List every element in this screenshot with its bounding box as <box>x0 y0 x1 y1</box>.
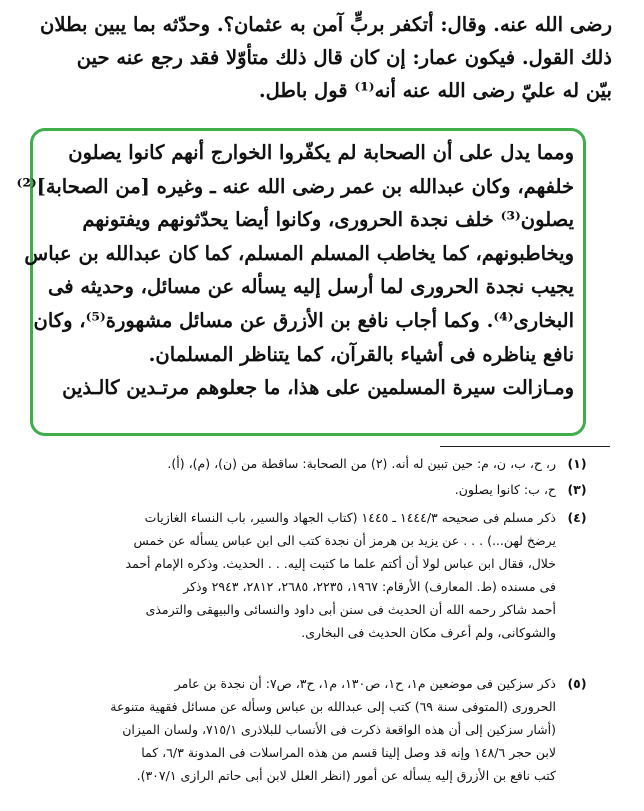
footnote-line: فى مسنده (ط. المعارف) الأرقام: ١٩٦٧، ٢٢٣٥، ٢٦٨٥، ٢٨١٢، ٢٩٤٣ وذكر <box>183 579 556 594</box>
footnote-line: أحمد شاكر رحمه الله أن الحديث فى سنن أبى داود والنسائى والبيهقى والترمذى <box>145 602 556 617</box>
footnote-line: ذكر سزكين فى موضعين م١، ح١، ص١٣٠، م١، ح٣، ص٧: أن نجدة بن عامر <box>174 676 556 691</box>
footnote-line: يرضخ لهن...) . . . عن يزيد بن هرمز أن نجدة كتب الى ابن عباس يسأله عن خمس <box>133 533 556 548</box>
footnote-number: (٤) <box>567 510 587 525</box>
footnote-line: ر، ح، ب، ن، م: حين تبين له أنه. (٢) من الصحابة: ساقطة من (ن)، (م)، (أ). <box>167 456 556 471</box>
footnote-line: الحرورى (المتوفى سنة ٦٩) كتب إلى عبدالله بن عباس وسأله عن مسائل فقهية متنوعة <box>110 699 556 714</box>
text-line: ومـازالت سيرة المسلمين على هذا، ما جعلوهم مرتـدين كالـذين <box>62 376 574 400</box>
text-line: ويخاطبونهم، كما يخاطب المسلم المسلم، كما كان عبدالله بن عباس <box>24 241 574 265</box>
text-line: خلفهم، وكان عبدالله بن عمر رضى الله عنه ـ وغيره [من الصحابة]⁽²⁾ <box>16 174 574 198</box>
text-line: يصلون⁽³⁾ خلف نجدة الحرورى، وكانوا أيضا يحدّثونهم ويفتونهم <box>82 208 574 232</box>
footnote-line: ح، ب: كانوا يصلون. <box>454 482 556 497</box>
highlighted-paragraph <box>16 136 574 405</box>
text-line: ومما يدل على أن الصحابة لم يكفّروا الخوارج أنهم كانوا يصلون <box>68 141 574 164</box>
top-paragraph <box>28 8 612 107</box>
footnote-line: لابن حجر ١٤٨/٦ وإنه قد وصل إلينا قسم من هذه المراسلات فى المدونة ٦/٣، كما <box>141 745 556 760</box>
footnote-number: (١) <box>567 456 587 471</box>
footnote-line: خلال، فقال ابن عباس لولا أن أكتم علما ما كتبت إليه. . . الحديث. وذكره الإمام أحمد <box>125 556 556 571</box>
footnote <box>30 506 590 644</box>
footnote <box>30 478 590 501</box>
footnote-number: (٣) <box>567 482 587 497</box>
footnote-line: (أشار سزكين إلى أن هذه الواقعة ذكرت فى الأنساب للبلاذرى ٧١٥/١، ولسان الميزان <box>122 722 556 737</box>
footnote-number: (٥) <box>567 676 587 691</box>
text-line: ذلك القول. فيكون عمار: إن كان قال ذلك متأوّلا فقد رجع عنه حين <box>76 46 612 69</box>
text-line: البخارى⁽⁴⁾. وكما أجاب نافع بن الأزرق عن مسائل مشهورة⁽⁵⁾، وكان <box>33 308 574 332</box>
footnote <box>30 672 590 787</box>
footnote <box>30 452 590 475</box>
text-line: يجيب نجدة الحرورى لما أرسل إليه يسأله عن مسائل، وحديثه فى <box>48 275 574 299</box>
footnote-line: كتب نافع بن الأزرق إليه يسأله عن أمور (انظر العلل لابن أبى حاتم الرازى ٣٠٧/١). <box>136 768 556 783</box>
footnote-divider <box>440 446 610 447</box>
text-line: بيّن له عليّ رضى الله عنه أنه⁽¹⁾ قول باطل. <box>258 79 612 102</box>
text-line: رضى الله عنه. وقال: أتكفر بربٍّ آمن به عثمان؟. وحدّثه بما يبين بطلان <box>40 13 612 36</box>
footnote-line: ذكر مسلم فى صحيحه ١٤٤٤/٣ ـ ١٤٤٥ (كتاب الجهاد والسير، باب النساء الغازيات <box>144 510 556 525</box>
footnote-line: والشوكانى، ولم أعرف مكان الحديث فى البخارى. <box>301 625 556 640</box>
text-line: نافع يناظره فى أشياء بالقرآن، كما يتناظر المسلمان. <box>148 342 574 366</box>
